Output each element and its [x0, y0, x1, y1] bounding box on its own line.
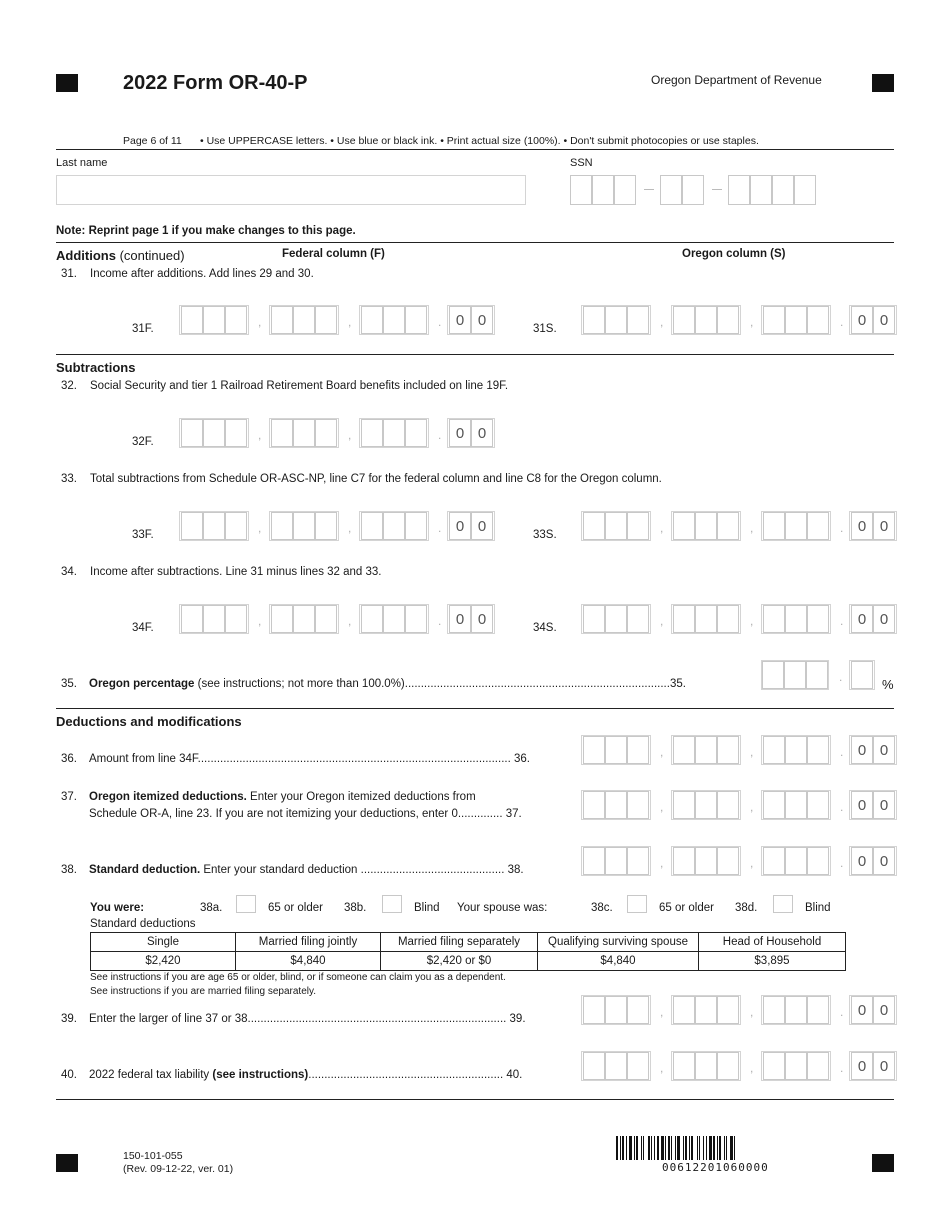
barcode-bar: [651, 1136, 652, 1160]
barcode-bar: [726, 1136, 727, 1160]
line-35-percent-input[interactable]: .: [761, 660, 876, 690]
decimal-separator: .: [840, 800, 844, 814]
table-cell: $4,840: [538, 952, 699, 971]
digit-box: [315, 419, 337, 447]
barcode-bar: [685, 1136, 687, 1160]
digit-box: [717, 306, 739, 334]
digit-box: [605, 847, 627, 875]
cents-digit: 0: [851, 605, 873, 633]
line-38a-checkbox[interactable]: [236, 895, 256, 913]
additions-divider: [56, 354, 894, 355]
digit-box: [673, 306, 695, 334]
thousands-separator: ,: [750, 1005, 754, 1019]
digit-box: [583, 605, 605, 633]
digit-box: [695, 512, 717, 540]
digit-box: [225, 419, 247, 447]
cents-digit: 0: [873, 996, 895, 1024]
table-header-cell: Single: [91, 933, 236, 952]
line-38d-checkbox[interactable]: [773, 895, 793, 913]
digit-box: [807, 306, 829, 334]
digit-box: [203, 306, 225, 334]
digit-box: [583, 847, 605, 875]
digit-box: [695, 996, 717, 1024]
digit-box: [605, 736, 627, 764]
cents-digit: 0: [873, 605, 895, 633]
barcode-bar: [657, 1136, 659, 1160]
barcode-bar: [671, 1136, 672, 1160]
digit-box: [627, 791, 649, 819]
digit-box: [203, 419, 225, 447]
barcode-bar: [683, 1136, 684, 1160]
last-name-label: Last name: [56, 157, 108, 169]
registration-mark-bottom-left: [56, 1154, 78, 1172]
barcode-bar: [697, 1136, 698, 1160]
digit-box: [271, 605, 293, 633]
cents-digit: 0: [449, 512, 471, 540]
thousands-separator: ,: [660, 521, 664, 535]
percent-sign: %: [882, 677, 894, 692]
decimal-separator: .: [840, 856, 844, 870]
thousands-separator: ,: [750, 800, 754, 814]
ssn-input[interactable]: [570, 175, 820, 205]
decimal-separator: .: [438, 315, 442, 329]
table-header-cell: Married filing jointly: [236, 933, 381, 952]
digit-box: [405, 512, 427, 540]
cents-digit: 0: [873, 791, 895, 819]
cents-digit: 0: [851, 996, 873, 1024]
digit-box: [605, 996, 627, 1024]
line-33-number: 33.: [61, 473, 77, 485]
digit-box: [293, 605, 315, 633]
digit-box: [405, 419, 427, 447]
line-34-text: Income after subtractions. Line 31 minus lines 32 and 33.: [90, 566, 382, 578]
digit-box: [763, 1052, 785, 1080]
thousands-separator: ,: [660, 614, 664, 628]
digit-box: [203, 512, 225, 540]
digit-box: [181, 605, 203, 633]
barcode-bar: [634, 1136, 635, 1160]
digit-box: [583, 996, 605, 1024]
digit-box: [383, 306, 405, 334]
subtractions-heading: Subtractions: [56, 360, 136, 375]
table-row: [91, 952, 846, 971]
digit-box: [293, 419, 315, 447]
line-32f-label: 32F.: [132, 436, 154, 448]
thousands-separator: ,: [258, 428, 262, 442]
line-40-text: 2022 federal tax liability (see instructions)............................................................. 40.: [89, 1069, 523, 1081]
cents-digit: 0: [851, 791, 873, 819]
form-number: 150-101-055: [123, 1150, 183, 1162]
digit-box: [807, 605, 829, 633]
digit-box: [605, 512, 627, 540]
line-38a-label: 38a.: [200, 902, 223, 914]
table-header-cell: Married filing separately: [381, 933, 538, 952]
decimal-separator: .: [840, 1005, 844, 1019]
line-33f-label: 33F.: [132, 529, 154, 541]
digit-box: [293, 512, 315, 540]
digit-box: [717, 1052, 739, 1080]
cents-digit: 0: [471, 605, 493, 633]
subtractions-divider: [56, 708, 894, 709]
cents-digit: 0: [873, 736, 895, 764]
print-instructions: • Use UPPERCASE letters. • Use blue or black ink. • Print actual size (100%). • Don't submit photocopies or use staples.: [200, 135, 759, 147]
thousands-separator: ,: [348, 315, 352, 329]
cents-digit: 0: [873, 847, 895, 875]
thousands-separator: ,: [750, 1061, 754, 1075]
line-31-text: Income after additions. Add lines 29 and 30.: [90, 268, 314, 280]
line-31-number: 31.: [61, 268, 77, 280]
reprint-note: Note: Reprint page 1 if you make changes to this page.: [56, 225, 356, 237]
spouse-was-label: Your spouse was:: [457, 902, 548, 914]
digit-box: [807, 512, 829, 540]
table-header-cell: Head of Household: [699, 933, 846, 952]
digit-box: [695, 605, 717, 633]
barcode-bar: [665, 1136, 666, 1160]
digit-box: [203, 605, 225, 633]
barcode-bar: [620, 1136, 621, 1160]
cents-digit: 0: [873, 306, 895, 334]
digit-box: [583, 736, 605, 764]
digit-box: [181, 306, 203, 334]
cents-digit: 0: [449, 605, 471, 633]
digit-box: [673, 847, 695, 875]
page-info: Page 6 of 11: [123, 135, 182, 147]
thousands-separator: ,: [660, 745, 664, 759]
digit-box: [717, 736, 739, 764]
table-header-cell: Qualifying surviving spouse: [538, 933, 699, 952]
cents-digit: 0: [873, 512, 895, 540]
digit-box: [673, 512, 695, 540]
line-38b-label: 38b.: [344, 902, 367, 914]
barcode-bar: [703, 1136, 704, 1160]
digit-box: [695, 791, 717, 819]
table-cell: $2,420 or $0: [381, 952, 538, 971]
line-33s-label: 33S.: [533, 529, 557, 541]
line-38-text: Standard deduction. Enter your standard deduction ............................................. 38.: [89, 864, 524, 876]
digit-box: [627, 1052, 649, 1080]
digit-box: [807, 736, 829, 764]
line-38d-label: 38d.: [735, 902, 758, 914]
barcode-bar: [668, 1136, 670, 1160]
line-37-number: 37.: [61, 791, 77, 803]
line-38c-checkbox[interactable]: [627, 895, 647, 913]
digit-box: [583, 791, 605, 819]
line-31f-label: 31F.: [132, 323, 154, 335]
line-35-number: 35.: [61, 678, 77, 690]
spouse-65-or-older-label: 65 or older: [659, 902, 714, 914]
cents-digit: 0: [471, 419, 493, 447]
line-32-text: Social Security and tier 1 Railroad Retirement Board benefits included on line 19F.: [90, 380, 509, 392]
decimal-separator: .: [840, 745, 844, 759]
line-36-number: 36.: [61, 753, 77, 765]
digit-box: [271, 306, 293, 334]
digit-box: [807, 996, 829, 1024]
line-39-text: Enter the larger of line 37 or 38................................................................................. 39.: [89, 1013, 526, 1025]
table-cell: $4,840: [236, 952, 381, 971]
digit-box: [673, 736, 695, 764]
barcode-bar: [675, 1136, 676, 1160]
digit-box: [361, 419, 383, 447]
digit-box: [405, 306, 427, 334]
digit-box: [315, 512, 337, 540]
digit-box: [673, 1052, 695, 1080]
digit-box: [763, 996, 785, 1024]
digit-box: [763, 605, 785, 633]
cents-digit: 0: [851, 512, 873, 540]
thousands-separator: ,: [258, 315, 262, 329]
digit-box: [763, 306, 785, 334]
digit-box: [605, 306, 627, 334]
footer-divider: [56, 1099, 894, 1100]
digit-box: [763, 736, 785, 764]
decimal-separator: .: [438, 521, 442, 535]
deductions-heading: Deductions and modifications: [56, 714, 242, 729]
digit-box: [293, 306, 315, 334]
barcode-bar: [648, 1136, 650, 1160]
ssn-label: SSN: [570, 157, 593, 169]
thousands-separator: ,: [750, 614, 754, 628]
digit-box: [605, 1052, 627, 1080]
thousands-separator: ,: [660, 1005, 664, 1019]
last-name-input[interactable]: [56, 175, 526, 205]
decimal-separator: .: [840, 521, 844, 535]
barcode-bar: [719, 1136, 721, 1160]
cents-digit: 0: [851, 1052, 873, 1080]
digit-box: [717, 605, 739, 633]
line-34f-label: 34F.: [132, 622, 154, 634]
registration-mark-bottom-right: [872, 1154, 894, 1172]
digit-box: [361, 306, 383, 334]
thousands-separator: ,: [348, 614, 352, 628]
thousands-separator: ,: [750, 315, 754, 329]
registration-mark-top-left: [56, 74, 78, 92]
digit-box: [807, 791, 829, 819]
thousands-separator: ,: [750, 745, 754, 759]
digit-box: [785, 512, 807, 540]
thousands-separator: ,: [660, 315, 664, 329]
digit-box: [361, 512, 383, 540]
digit-box: [717, 847, 739, 875]
digit-box: [673, 996, 695, 1024]
barcode-bar: [661, 1136, 664, 1160]
digit-box: [763, 512, 785, 540]
barcode-bar: [699, 1136, 700, 1160]
barcode-bar: [724, 1136, 725, 1160]
digit-box: [673, 605, 695, 633]
you-65-or-older-label: 65 or older: [268, 902, 323, 914]
digit-box: [785, 736, 807, 764]
digit-box: [695, 847, 717, 875]
thousands-separator: ,: [660, 856, 664, 870]
digit-box: [383, 419, 405, 447]
decimal-separator: .: [840, 315, 844, 329]
digit-box: [785, 306, 807, 334]
line-37-text-2: Schedule OR-A, line 23. If you are not itemizing your deductions, enter 0.............. 37.: [89, 808, 522, 820]
digit-box: [315, 605, 337, 633]
you-blind-label: Blind: [414, 902, 440, 914]
digit-box: [405, 605, 427, 633]
digit-box: [695, 306, 717, 334]
line-36-text: Amount from line 34F.................................................................................................. 36.: [89, 753, 530, 765]
barcode-bar: [654, 1136, 655, 1160]
form-title: 2022 Form OR-40-P: [123, 72, 308, 94]
cents-digit: 0: [471, 512, 493, 540]
digit-box: [763, 847, 785, 875]
std-note-1: See instructions if you are age 65 or older, blind, or if someone can claim you as a dependent.: [90, 972, 506, 983]
thousands-separator: ,: [660, 800, 664, 814]
barcode-bar: [709, 1136, 712, 1160]
barcode-bar: [616, 1136, 618, 1160]
barcode-bar: [641, 1136, 642, 1160]
line-33-text: Total subtractions from Schedule OR-ASC-NP, line C7 for the federal column and line C8 for the Oregon column.: [90, 473, 662, 485]
you-were-label: You were:: [90, 902, 145, 914]
digit-box: [717, 512, 739, 540]
thousands-separator: ,: [348, 521, 352, 535]
digit-box: [695, 736, 717, 764]
digit-box: [605, 605, 627, 633]
digit-box: [627, 996, 649, 1024]
line-38-number: 38.: [61, 864, 77, 876]
barcode-bar: [626, 1136, 627, 1160]
form-revision: (Rev. 09-12-22, ver. 01): [123, 1163, 234, 1175]
barcode-bar: [717, 1136, 718, 1160]
line-31s-label: 31S.: [533, 323, 557, 335]
std-note-2: See instructions if you are married filing separately.: [90, 986, 317, 997]
digit-box: [717, 996, 739, 1024]
thousands-separator: ,: [258, 614, 262, 628]
digit-box: [225, 605, 247, 633]
thousands-separator: ,: [660, 1061, 664, 1075]
digit-box: [807, 1052, 829, 1080]
barcode-bar: [629, 1136, 632, 1160]
barcode-bar: [636, 1136, 638, 1160]
digit-box: [785, 605, 807, 633]
digit-box: [361, 605, 383, 633]
thousands-separator: ,: [750, 521, 754, 535]
digit-box: [627, 736, 649, 764]
barcode-image: [616, 1136, 826, 1160]
line-35-text: Oregon percentage (see instructions; not more than 100.0%)...................................................................................35.: [89, 678, 686, 690]
table-cell: $3,895: [699, 952, 846, 971]
cents-digit: 0: [449, 419, 471, 447]
digit-box: [271, 419, 293, 447]
digit-box: [627, 306, 649, 334]
federal-column-header: Federal column (F): [282, 248, 385, 260]
thousands-separator: ,: [750, 856, 754, 870]
line-34s-label: 34S.: [533, 622, 557, 634]
table-header-row: [91, 933, 846, 952]
line-32-number: 32.: [61, 380, 77, 392]
digit-box: [315, 306, 337, 334]
digit-box: [807, 847, 829, 875]
standard-deductions-title: Standard deductions: [90, 918, 196, 930]
cents-digit: 0: [851, 306, 873, 334]
digit-box: [785, 996, 807, 1024]
standard-deductions-table: [90, 932, 846, 971]
decimal-separator: .: [840, 614, 844, 628]
barcode-bar: [706, 1136, 707, 1160]
line-37-text: Oregon itemized deductions. Enter your Oregon itemized deductions from: [89, 791, 476, 803]
line-40-number: 40.: [61, 1069, 77, 1081]
digit-box: [383, 605, 405, 633]
digit-box: [717, 791, 739, 819]
cents-digit: 0: [851, 736, 873, 764]
department-name: Oregon Department of Revenue: [651, 73, 822, 87]
thousands-separator: ,: [348, 428, 352, 442]
thousands-separator: ,: [258, 521, 262, 535]
line-38c-label: 38c.: [591, 902, 613, 914]
barcode-bar: [643, 1136, 644, 1160]
barcode-bar: [730, 1136, 733, 1160]
barcode-bar: [677, 1136, 680, 1160]
digit-box: [785, 791, 807, 819]
header-divider: [56, 149, 894, 150]
digit-box: [583, 1052, 605, 1080]
digit-box: [583, 306, 605, 334]
cents-digit: 0: [851, 847, 873, 875]
barcode-bar: [689, 1136, 690, 1160]
decimal-separator: .: [438, 614, 442, 628]
digit-box: [785, 1052, 807, 1080]
digit-box: [627, 512, 649, 540]
barcode-bar: [734, 1136, 735, 1160]
digit-box: [583, 512, 605, 540]
cents-digit: 0: [471, 306, 493, 334]
digit-box: [271, 512, 293, 540]
barcode-number: 00612201060000: [662, 1161, 769, 1174]
decimal-separator: .: [438, 428, 442, 442]
digit-box: [627, 847, 649, 875]
line-38b-checkbox[interactable]: [382, 895, 402, 913]
digit-box: [225, 512, 247, 540]
cents-digit: 0: [449, 306, 471, 334]
barcode-bar: [622, 1136, 624, 1160]
note-divider: [56, 242, 894, 243]
additions-heading: Additions (continued): [56, 248, 185, 263]
oregon-column-header: Oregon column (S): [682, 248, 786, 260]
table-cell: $2,420: [91, 952, 236, 971]
digit-box: [605, 791, 627, 819]
digit-box: [627, 605, 649, 633]
barcode-bar: [713, 1136, 715, 1160]
digit-box: [673, 791, 695, 819]
spouse-blind-label: Blind: [805, 902, 831, 914]
digit-box: [785, 847, 807, 875]
cents-digit: 0: [873, 1052, 895, 1080]
digit-box: [181, 512, 203, 540]
line-34-number: 34.: [61, 566, 77, 578]
registration-mark-top-right: [872, 74, 894, 92]
digit-box: [383, 512, 405, 540]
line-39-number: 39.: [61, 1013, 77, 1025]
barcode-bar: [691, 1136, 693, 1160]
digit-box: [695, 1052, 717, 1080]
decimal-separator: .: [840, 1061, 844, 1075]
digit-box: [181, 419, 203, 447]
digit-box: [763, 791, 785, 819]
digit-box: [225, 306, 247, 334]
